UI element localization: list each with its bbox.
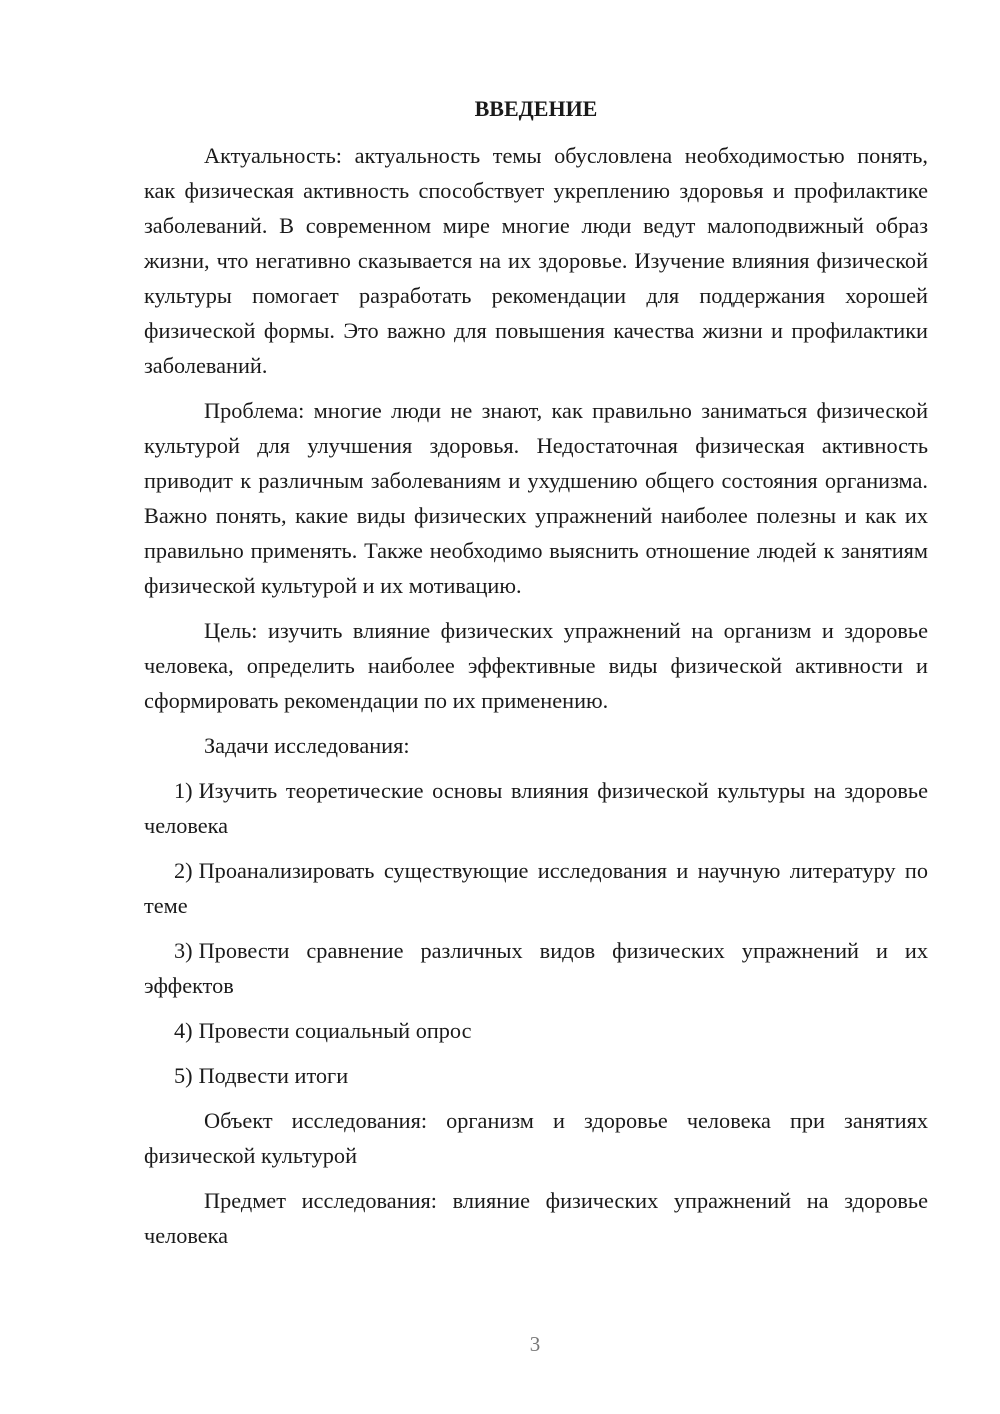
task-number: 4) [174,1018,193,1043]
paragraph-problem: Проблема: многие люди не знают, как правильно заниматься физической культурой для улучшения здоровья. Недостаточная физическая активность приводит к различным заболеваниям и ухудшению общего состояния организма. Важно понять, какие виды физических упражнений наиболее полезны и как их правильно применять. Также необходимо выяснить отношение людей к занятиям физической культурой и их мотивацию. [144,398,928,598]
task-number: 3) [174,938,193,963]
task-text: Проанализировать существующие исследования и научную литературу по теме [144,858,928,918]
list-item-task-5 [144,1058,928,1093]
page-number: 3 [529,1332,541,1356]
paragraph-goal: Цель: изучить влияние физических упражнений на организм и здоровье человека, определить наиболее эффективные виды физической активности и сформировать рекомендации по их применению. [144,618,928,713]
paragraph-relevance: Актуальность: актуальность темы обусловлена необходимостью понять, как физическая активность способствует укреплению здоровья и профилактике заболеваний. В современном мире многие люди ведут малоподвижный образ жизни, что негативно сказывается на их здоровье. Изучение влияния физической культуры помогает разработать рекомендации для поддержания хорошей физической формы. Это важно для повышения качества жизни и профилактики заболеваний. [144,143,928,378]
task-text: Изучить теоретические основы влияния физической культуры на здоровье человека [144,778,928,838]
paragraph-object: Объект исследования: организм и здоровье человека при занятиях физической культурой [144,1108,928,1168]
task-number: 5) [174,1063,193,1088]
list-item-task-2 [144,853,928,923]
task-text: Подвести итоги [198,1063,349,1088]
paragraph-subject: Предмет исследования: влияние физических упражнений на здоровье человека [144,1188,928,1248]
document-title: ВВЕДЕНИЕ [474,96,598,121]
task-text: Провести социальный опрос [198,1018,472,1043]
list-item-task-3 [144,933,928,1003]
document-page [144,94,928,1263]
task-number: 1) [174,778,193,803]
tasks-heading: Задачи исследования: [204,733,410,758]
task-number: 2) [174,858,193,883]
task-text: Провести сравнение различных видов физических упражнений и их эффектов [144,938,928,998]
list-item-task-4 [144,1013,928,1048]
list-item-task-1 [144,773,928,843]
